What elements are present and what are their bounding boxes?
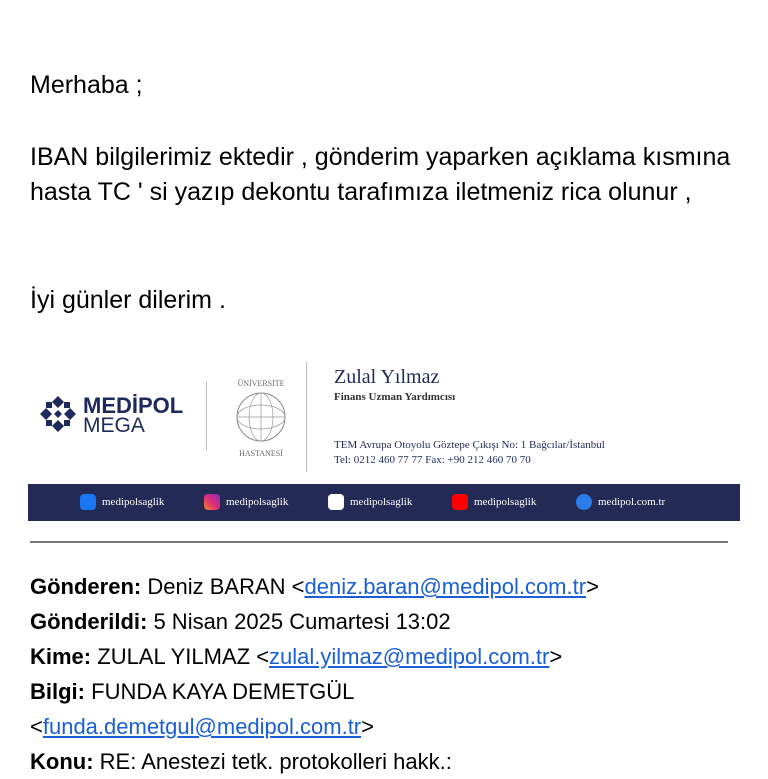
social-label: medipolsaglik — [474, 496, 537, 508]
svg-text:HASTANESİ: HASTANESİ — [239, 449, 283, 458]
cc-email-link[interactable]: funda.demetgul@medipol.com.tr — [42, 714, 362, 739]
cc-label: Bilgi: — [30, 679, 85, 704]
header-cc — [30, 674, 354, 709]
sent-label: Gönderildi: — [30, 609, 148, 634]
subject-value: RE: Anestezi tetk. protokolleri hakk.: — [99, 749, 452, 774]
header-to: Kime: ZULAL YILMAZ <zulal.yilmaz@medipol.com.tr> — [30, 644, 563, 669]
seal-text: ÜNİVERSİTE — [237, 379, 285, 388]
from-email-link[interactable]: deniz.baran@medipol.com.tr — [304, 574, 587, 599]
to-name: ZULAL YILMAZ < — [97, 644, 270, 669]
social-link-x[interactable] — [328, 494, 412, 510]
header-from: Gönderen: Deniz BARAN <deniz.baran@medipol.com.tr> — [30, 574, 599, 599]
signature-name: Zulal Yılmaz — [334, 366, 440, 388]
social-links-bar — [28, 484, 740, 521]
social-label: medipolsaglik — [102, 496, 165, 508]
logo-main-text: MEDİPOL — [83, 393, 184, 418]
social-label: medipolsaglik — [226, 496, 289, 508]
signature-person — [334, 364, 455, 404]
divider — [306, 362, 307, 472]
social-label: medipolsaglik — [350, 496, 413, 508]
instagram-icon — [204, 494, 220, 510]
from-name: Deniz BARAN < — [147, 574, 305, 599]
closing-text: İyi günler dilerim . — [30, 286, 226, 314]
signature-phone: Tel: 0212 460 77 77 Fax: +90 212 460 70 70 — [334, 454, 531, 466]
signature-address: TEM Avrupa Otoyolu Göztepe Çıkışı No: 1 Bağcılar/İstanbul — [334, 439, 605, 451]
signature-title: Finans Uzman Yardımcısı — [334, 391, 456, 403]
logo-sub-text: MEGA — [83, 414, 145, 437]
cc-name: FUNDA KAYA DEMETGÜL — [91, 679, 355, 704]
facebook-icon — [80, 494, 96, 510]
social-label: medipol.com.tr — [598, 496, 666, 508]
social-link-website[interactable] — [576, 494, 665, 510]
sent-value: 5 Nisan 2025 Cumartesi 13:02 — [153, 609, 451, 634]
social-link-youtube[interactable] — [452, 494, 536, 510]
youtube-icon — [452, 494, 468, 510]
social-link-instagram[interactable] — [204, 494, 288, 510]
email-signature — [28, 352, 740, 522]
header-cc-email: <funda.demetgul@medipol.com.tr> — [30, 714, 374, 739]
from-label: Gönderen: — [30, 574, 142, 599]
signature-contact — [334, 438, 605, 468]
greeting-text: Merhaba ; — [30, 71, 143, 99]
subject-label: Konu: — [30, 749, 94, 774]
university-seal-icon — [218, 374, 304, 460]
header-subject — [30, 744, 452, 779]
divider — [206, 382, 207, 450]
medipol-logo — [38, 390, 188, 450]
to-label: Kime: — [30, 644, 92, 669]
social-link-facebook[interactable] — [80, 494, 164, 510]
message-body: IBAN bilgilerimiz ektedir , gönderim yaparken açıklama kısmına hasta TC ' si yazıp dekontu tarafımıza iletmeniz rica olunur , — [30, 143, 731, 206]
to-email-link[interactable]: zulal.yilmaz@medipol.com.tr — [269, 644, 550, 669]
medipol-logo-icon — [38, 394, 78, 434]
globe-icon — [576, 494, 592, 510]
header-sent — [30, 604, 451, 639]
x-icon — [328, 494, 344, 510]
message-separator — [30, 541, 728, 543]
